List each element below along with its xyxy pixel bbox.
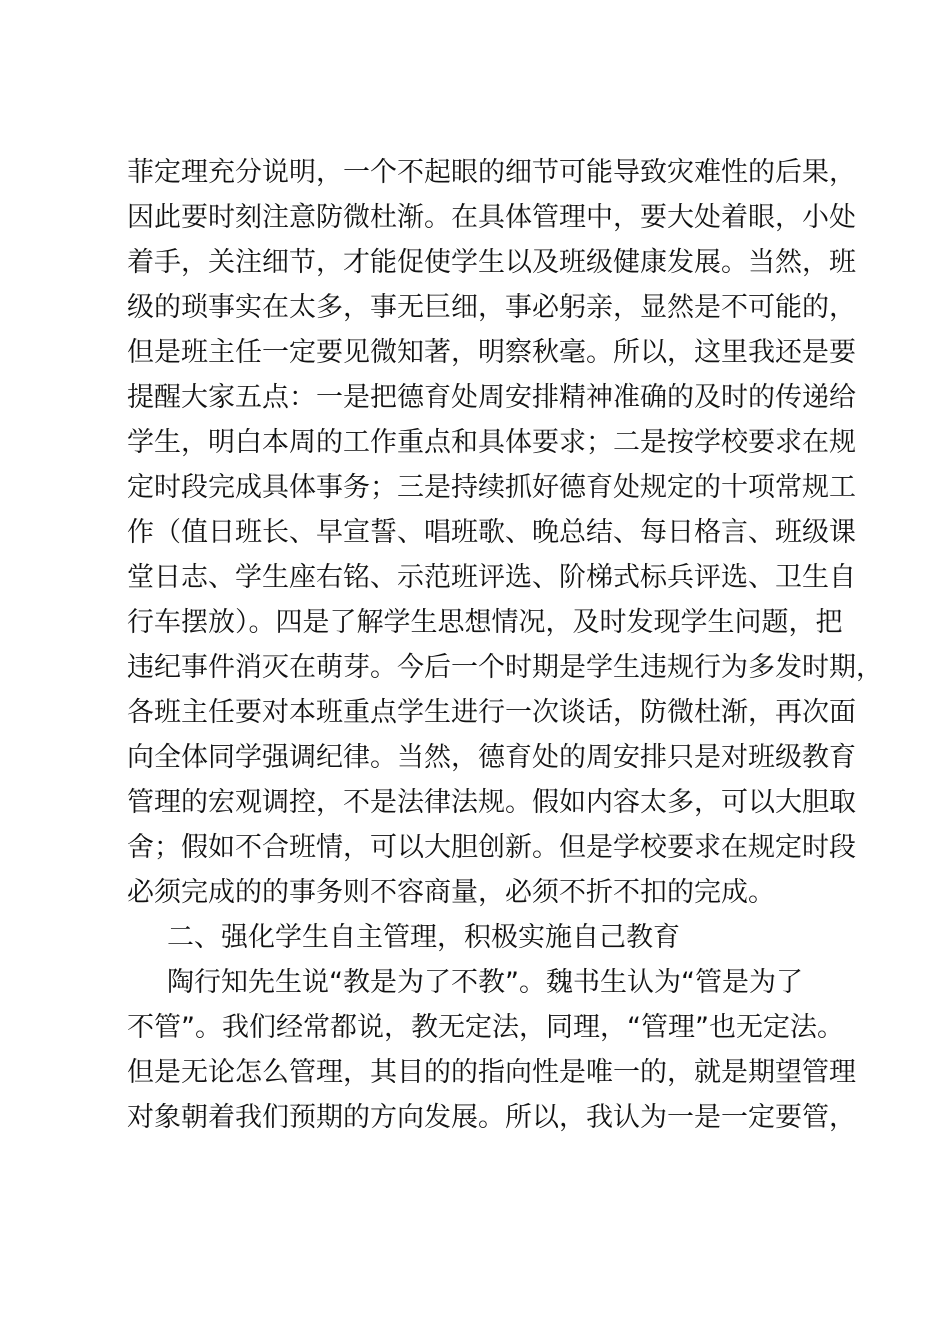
section-heading: 二、强化学生自主管理，积极实施自己教育 (167, 922, 680, 953)
text-line: 因此要时刻注意防微杜渐。在具体管理中，要大处着眼，小处 (127, 202, 856, 233)
text-line: 违纪事件消灭在萌芽。今后一个时期是学生违规行为多发时期， (127, 652, 883, 683)
body-text (127, 150, 883, 1140)
text-line: 级的琐事实在太多，事无巨细，事必躬亲，显然是不可能的， (127, 292, 856, 323)
text-line: 着手，关注细节，才能促使学生以及班级健康发展。当然，班 (127, 247, 856, 278)
text-line: 行车摆放）。四是了解学生思想情况，及时发现学生问题，把 (127, 607, 843, 638)
text-line: 各班主任要对本班重点学生进行一次谈话，防微杜渐，再次面 (127, 697, 856, 728)
text-line: 对象朝着我们预期的方向发展。所以，我认为一是一定要管， (127, 1102, 856, 1133)
text-line: 提醒大家五点：一是把德育处周安排精神准确的及时的传递给 (127, 382, 856, 413)
text-line: 不管”。我们经常都说，教无定法，同理，“管理”也无定法。 (127, 1012, 844, 1043)
text-line: 定时段完成具体事务；三是持续抓好德育处规定的十项常规工 (127, 472, 856, 503)
paragraph-first-line: 陶行知先生说“教是为了不教”。魏书生认为“管是为了 (167, 967, 803, 998)
text-line: 管理的宏观调控，不是法律法规。假如内容太多，可以大胆取 (127, 787, 856, 818)
text-line: 学生，明白本周的工作重点和具体要求；二是按学校要求在规 (127, 427, 856, 458)
text-line: 但是班主任一定要见微知著，明察秋毫。所以，这里我还是要 (127, 337, 856, 368)
text-line: 向全体同学强调纪律。当然，德育处的周安排只是对班级教育 (127, 742, 856, 773)
text-line: 舍；假如不合班情，可以大胆创新。但是学校要求在规定时段 (127, 832, 856, 863)
text-line: 作（值日班长、早宣誓、唱班歌、晚总结、每日格言、班级课 (127, 517, 856, 548)
text-line: 必须完成的的事务则不容商量，必须不折不扣的完成。 (127, 877, 775, 908)
text-line: 菲定理充分说明，一个不起眼的细节可能导致灾难性的后果， (127, 157, 856, 188)
text-line: 堂日志、学生座右铭、示范班评选、阶梯式标兵评选、卫生自 (127, 562, 856, 593)
text-line: 但是无论怎么管理，其目的的指向性是唯一的，就是期望管理 (127, 1057, 856, 1088)
